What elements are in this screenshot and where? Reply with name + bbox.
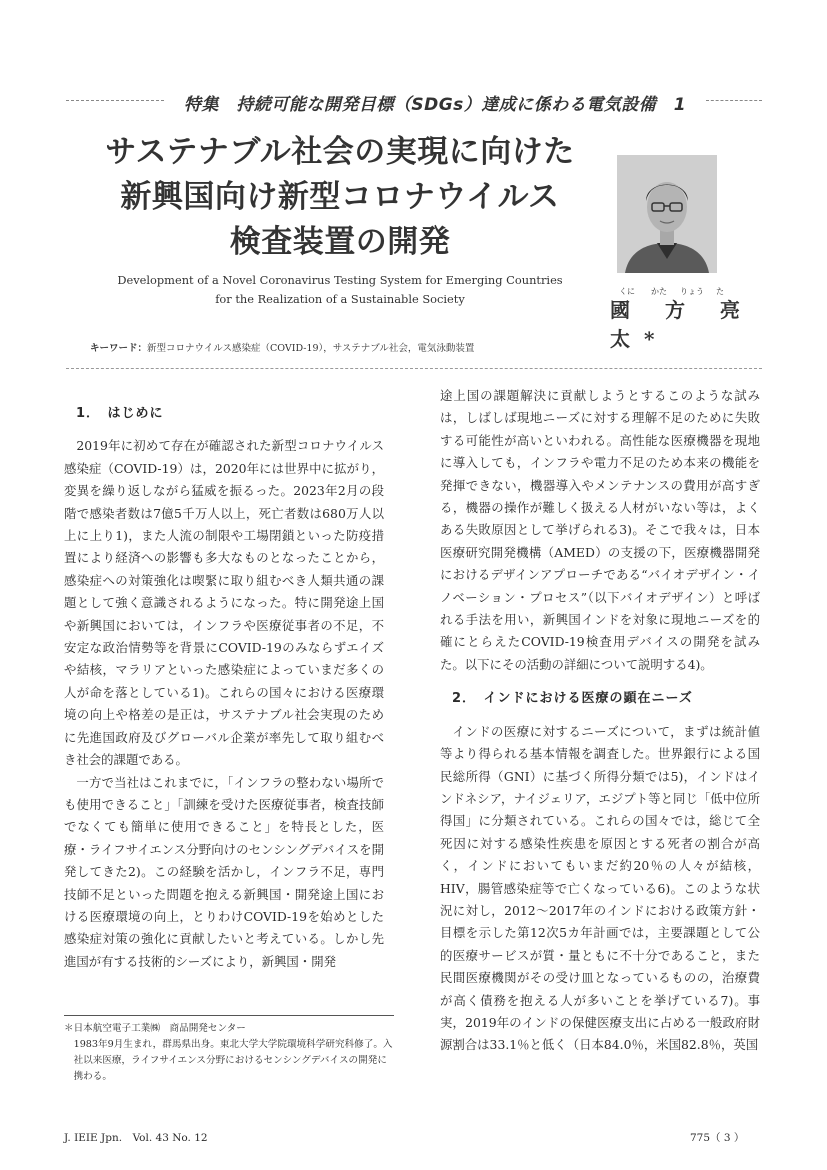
series-dash-right (706, 100, 762, 101)
english-title-line-2: for the Realization of a Sustainable Society (215, 292, 465, 306)
author-portrait-icon (617, 155, 717, 273)
author-footnote (64, 1021, 394, 1085)
series-header (66, 90, 762, 115)
section-1-paragraph-1: 2019年に初めて存在が確認された新型コロナウイルス感染症（COVID-19）は，2020年には世界中に拡がり，変異を繰り返しながら猛威を振るった。2023年2月の段階で感染者数は7億5千万人以上，死亡者数は680万人以上に上り1)，また人流の制限や工場閉鎖といった防疫措置により経済への影響も多大なものとなったことから，感染症への対策強化は喫緊に取り組むべき人類共通の課題として強く意識されるようになった。特に開発途上国や新興国においては，インフラや医療従事者の不足，不安定な政治情勢等を背景にCOVID-19のみならずエイズや結核，マラリアといった感染症によっていまだ多くの人が命を落としている1)。これらの国々における医療環境の向上や格差の是正は，サステナブル社会実現のために先進国政府及びグローバル企業が率先して取り組むべき社会的課題である。 (64, 438, 384, 768)
title-line-1: サステナブル社会の実現に向けた (105, 134, 575, 170)
page-number: 775（ 3 ） (690, 1132, 745, 1144)
keywords (90, 340, 474, 354)
author-ruby-1: くに (619, 287, 635, 296)
series-title: 特集 持続可能な開発目標（SDGs）達成に係わる電気設備 1 (183, 95, 687, 115)
footnote-divider (64, 1015, 394, 1016)
english-title (100, 271, 580, 309)
author-ruby-3: りょう (680, 287, 704, 296)
journal-footer: J. IEIE Jpn. Vol. 43 No. 12 (64, 1132, 208, 1144)
section-1-heading: 1． はじめに (76, 406, 164, 421)
article-title (100, 130, 580, 265)
section-1-paragraph-2: 一方で当社はこれまでに，「インフラの整わない場所でも使用できること」「訓練を受けた医療従事者，検査技師でなくても簡単に使用できること」を特長とした，医療・ライフサイエンス分野向けのセンシングデバイスを開発してきた2)。この経験を活かし，インフラ不足，専門技師不足といった問題を抱える新興国・開発途上国における医療環境の向上，とりわけCOVID-19を始めとした感染症対策の強化に貢献したいと考えている。しかし先進国が有する技術的シーズにより，新興国・開発 (64, 774, 384, 969)
section-2-heading: 2． インドにおける医療の顕在ニーズ (452, 691, 693, 707)
section-2-paragraph-1: インドの医療に対するニーズについて，まずは統計値等より得られる基本情報を調査した。世界銀行による国民総所得（GNI）に基づく所得分類では5)，インドはインドネシア，ナイジェリア，エジプト等と同じ「低中位所得国」に分類されている。これらの国々では，総じて全死因に対する感染性疾患を原因とする死者の割合が高く，インドにおいてもいまだ約20％の人々が結核，HIV，腸管感染症等で亡くなっている6)。このような状況に対し，2012～2017年のインドにおける政策方針・目標を示した第12次5カ年計画では，主要課題として公的医療サービスが質・量ともに不十分であること，また民間医療機関がその受け皿となっているものの，治療費が高く債務を抱える人が多いことを挙げている7)。事実，2019年のインドの保健医療支出に占める一般政府財源割合は33.1％と低く（日本84.0％，米国82.8％，英国 (440, 723, 760, 1053)
title-line-2: 新興国向け新型コロナウイルス (120, 179, 560, 215)
keywords-value: 新型コロナウイルス感染症（COVID-19），サステナブル社会，電気泳動装置 (147, 343, 475, 354)
section-1-paragraph-3: 途上国の課題解決に貢献しようとするこのような試みは，しばしば現地ニーズに対する理解不足のために失敗する可能性が高いといわれる。高性能な医療機器を現地に導入しても，インフラや電力不足のため本来の機能を発揮できない，機器導入やメンテナンスの費用が高すぎる，機器の操作が難しく扱える人材がいない等は，よくある失敗原因として挙げられる3)。そこで我々は，日本医療研究開発機構（AMED）の支援の下，医療機器開発におけるデザインアプローチである“バイオデザイン・イノベーション・プロセス”（以下バイオデザイン）と呼ばれる手法を用い，新興国インドを対象に現地ニーズを的確にとらえたCOVID-19検査用デバイスの開発を試みた。以下にその活動の詳細について説明する4)。 (440, 388, 760, 672)
title-line-3: 検査装置の開発 (229, 224, 451, 260)
author-name: 國 方 亮 太* (610, 298, 754, 351)
left-column (64, 403, 384, 973)
right-column (440, 385, 760, 1057)
series-dash-left (66, 100, 164, 101)
author-photo (617, 155, 717, 273)
author-ruby-2: かた (651, 287, 667, 296)
keywords-label: キーワード： (90, 343, 148, 354)
footnote-bio: 1983年9月生まれ，群馬県出身。東北大学大学院環境科学研究科修了。入社以来医療，ライフサイエンス分野におけるセンシングデバイスの開発に携わる。 (73, 1039, 393, 1082)
footnote-affiliation: ＊日本航空電子工業㈱ 商品開発センター (64, 1023, 246, 1034)
english-title-line-1: Development of a Novel Coronavirus Testing System for Emerging Countries (117, 273, 563, 287)
author-ruby-4: た (716, 287, 724, 296)
keywords-divider (66, 368, 762, 369)
